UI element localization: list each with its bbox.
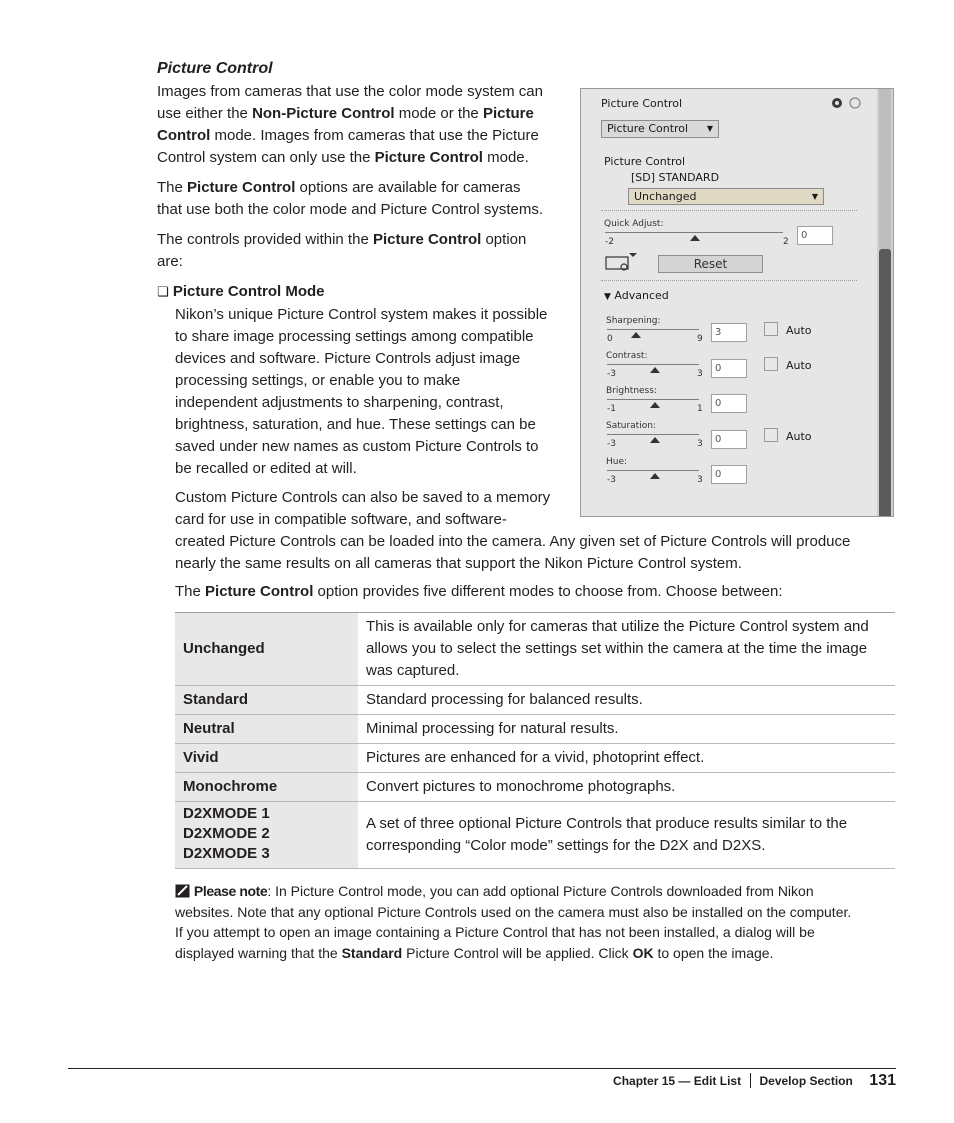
page-number: 131 <box>869 1072 896 1089</box>
mode-name: Unchanged <box>175 613 358 686</box>
modes-intro: The Picture Control option provides five different modes to choose from. Choose between: <box>175 583 783 600</box>
saturation-value[interactable]: 0 <box>711 430 747 449</box>
mode-line: to share image processing settings among compatible <box>175 328 534 345</box>
pencil-note-icon <box>175 884 190 898</box>
intro-paragraph <box>157 81 572 169</box>
mode-line: independent adjustments to sharpening, contrast, <box>175 394 504 411</box>
sharpening-value[interactable]: 3 <box>711 323 747 342</box>
controls-line-1: The controls provided within the Picture Control option <box>157 231 527 248</box>
mode-paragraph <box>175 304 575 480</box>
section-title: Picture Control <box>157 60 273 77</box>
mode-line: processing settings, or enable you to make <box>175 372 461 389</box>
table-row <box>175 613 895 686</box>
slider-thumb-icon[interactable] <box>650 437 660 443</box>
options-line-1: The Picture Control options are available for cameras <box>157 179 521 196</box>
brightness-value[interactable]: 0 <box>711 394 747 413</box>
slider-thumb-icon[interactable] <box>650 473 660 479</box>
quick-adjust-value[interactable]: 0 <box>797 226 833 245</box>
panel-scrollbar[interactable] <box>877 89 893 516</box>
mode-description: A set of three optional Picture Controls that produce results similar to the corresponding “Color mode” settings for the D2X and D2XS. <box>358 802 895 869</box>
mode-description: Pictures are enhanced for a vivid, photoprint effect. <box>358 744 895 773</box>
options-paragraph <box>157 177 572 221</box>
mode-name: Monochrome <box>175 773 358 802</box>
custom-line: created Picture Controls can be loaded into the camera. Any given set of Picture Controls will produce <box>175 533 851 550</box>
auto-checkbox[interactable] <box>764 322 778 336</box>
mode-line: saved under new names as custom Picture Controls to <box>175 438 539 455</box>
controls-paragraph <box>157 229 572 273</box>
advanced-toggle[interactable]: ▼ Advanced <box>604 289 669 302</box>
table-row <box>175 773 895 802</box>
slider-max: 2 <box>783 237 789 247</box>
help-icon[interactable] <box>832 98 842 108</box>
group-label: Picture Control <box>604 155 686 168</box>
mode-description: Minimal processing for natural results. <box>358 715 895 744</box>
table-row <box>175 744 895 773</box>
custom-line: Custom Picture Controls can also be saved to a memory <box>175 489 551 506</box>
table-row <box>175 715 895 744</box>
note-block: Please note: In Picture Control mode, you can add optional Picture Controls downloaded from Nikon websites. Note that any optional Picture Controls used on the camera must also be installed on the computer. If you attempt to open an image containing a Picture Control that has not been installed, a dialog will be displayed warning that the Standard Picture Control will be applied. Click OK to open the image. <box>175 883 852 961</box>
slider-min: -2 <box>605 237 614 247</box>
slider-thumb-icon[interactable] <box>631 332 641 338</box>
panel-title: Picture Control <box>601 97 683 110</box>
note-label: Please note <box>193 883 268 899</box>
quick-adjust-slider[interactable] <box>605 232 783 233</box>
intro-line-3: Control mode. Images from cameras that use the Picture <box>157 127 539 144</box>
mode-description: Convert pictures to monochrome photographs. <box>358 773 895 802</box>
custom-line: nearly the same results on all cameras that support the Nikon Picture Control system. <box>175 555 742 572</box>
hue-value[interactable]: 0 <box>711 465 747 484</box>
mode-description: This is available only for cameras that utilize the Picture Control system and allows you to select the settings set within the camera at the time the image was captured. <box>358 613 895 686</box>
mode-name: Standard <box>175 686 358 715</box>
triangle-down-icon: ▼ <box>604 292 611 302</box>
footer-divider <box>750 1073 752 1088</box>
slider-thumb-icon[interactable] <box>690 235 700 241</box>
mode-line: Nikon’s unique Picture Control system makes it possible <box>175 306 548 323</box>
picture-control-utility-icon[interactable] <box>605 252 639 272</box>
auto-checkbox[interactable] <box>764 357 778 371</box>
intro-line-1: Images from cameras that use the color mode system can <box>157 83 543 100</box>
slider-thumb-icon[interactable] <box>650 367 660 373</box>
mode-description: Standard processing for balanced results. <box>358 686 895 715</box>
intro-line-4: Control system can only use the Picture Control mode. <box>157 149 529 166</box>
subheading-text: Picture Control Mode <box>172 283 325 300</box>
setting-dropdown[interactable]: Unchanged ▼ <box>628 188 824 205</box>
mode-line: devices and software. Picture Controls adjust image <box>175 350 521 367</box>
picture-control-panel-screenshot: Picture Control Picture Control ▼ Picture Control [SD] STANDARD Unchanged ▼ Quick Adjust: -2 2 0 Reset ▼ Advanced Sharpening: 0 9 3 Auto Contrast: -3 3 0 Auto Brightness: -1 1 0 Saturation: -3 3 0 Auto Hue: -3 3 0 <box>580 88 894 517</box>
dropdown-arrow-icon: ▼ <box>706 124 713 133</box>
intro-line-2: use either the Non-Picture Control mode or the Picture <box>157 105 534 122</box>
mode-name: D2XMODE 1 D2XMODE 2 D2XMODE 3 <box>175 802 358 869</box>
options-line-2: that use both the color mode and Picture Control systems. <box>157 201 544 218</box>
quick-adjust-label: Quick Adjust: <box>604 219 664 229</box>
mode-name: Neutral <box>175 715 358 744</box>
slider-thumb-icon[interactable] <box>650 402 660 408</box>
mode-line: brightness, saturation, and hue. These settings can be <box>175 416 536 433</box>
footer-rule <box>68 1068 896 1069</box>
mode-line: be recalled or edited at will. <box>175 460 357 477</box>
checkbox-bullet-icon: ❏ <box>157 285 169 300</box>
toggle-icon[interactable] <box>850 98 860 108</box>
panel-header-icons <box>831 96 863 110</box>
dropdown-arrow-icon: ▼ <box>811 192 818 201</box>
table-row <box>175 802 895 869</box>
subheading <box>157 281 325 304</box>
footer-section: Develop Section <box>759 1074 853 1088</box>
table-row <box>175 686 895 715</box>
picture-control-mode-dropdown[interactable]: Picture Control ▼ <box>601 120 719 138</box>
controls-line-2: are: <box>157 253 183 270</box>
auto-checkbox[interactable] <box>764 428 778 442</box>
footer-chapter: Chapter 15 — Edit List <box>613 1074 742 1088</box>
current-setting: [SD] STANDARD <box>631 171 720 184</box>
mode-name: Vivid <box>175 744 358 773</box>
modes-table <box>175 612 895 869</box>
contrast-value[interactable]: 0 <box>711 359 747 378</box>
page-footer <box>613 1072 896 1090</box>
reset-button[interactable]: Reset <box>658 255 763 273</box>
custom-line: card for use in compatible software, and software- <box>175 511 507 528</box>
scrollbar-thumb[interactable] <box>879 249 891 517</box>
